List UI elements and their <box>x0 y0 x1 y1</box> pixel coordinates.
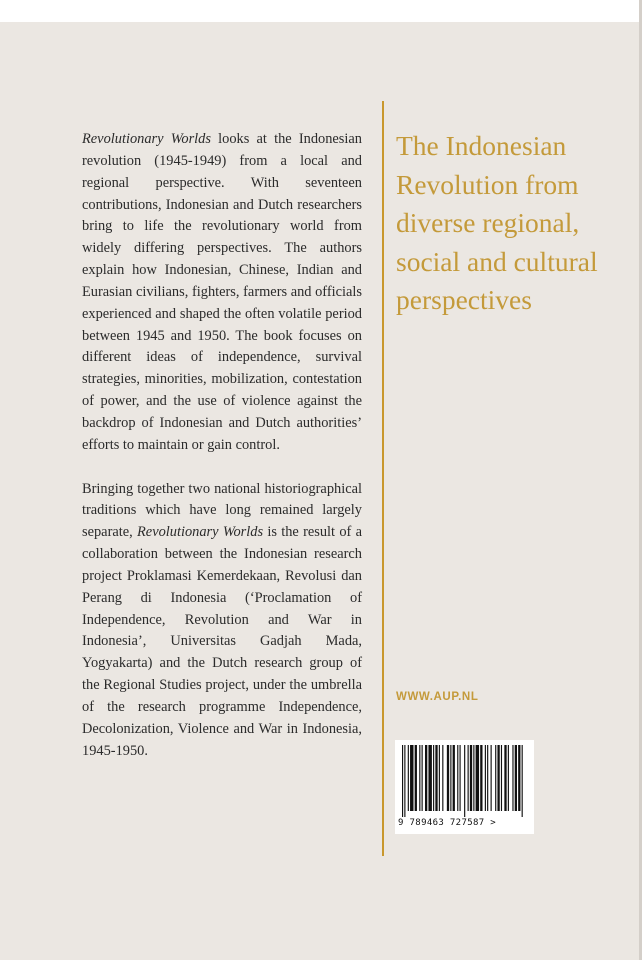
page-top-margin <box>0 0 642 22</box>
barcode-bar <box>410 745 413 811</box>
barcode-bar <box>453 745 455 811</box>
barcode-bar <box>419 745 420 811</box>
barcode-bar <box>439 745 440 811</box>
blurb-paragraph-2 <box>82 479 362 763</box>
barcode-bar <box>435 745 437 811</box>
barcode-bars <box>400 745 529 817</box>
barcode-bar <box>450 745 451 811</box>
barcode-bar <box>460 745 461 811</box>
barcode-bar <box>433 745 434 811</box>
barcode-bar <box>457 745 458 811</box>
barcode-bar <box>468 745 469 811</box>
barcode-bar <box>485 745 486 811</box>
blurb-paragraph-2-start: Bringing together two national historiographical traditions which have long remained largely separate, <box>82 480 362 541</box>
isbn-number: 9 789463 727587 > <box>398 818 497 828</box>
barcode-bar <box>480 745 482 811</box>
barcode-bar <box>504 745 506 811</box>
barcode-bar <box>473 745 474 811</box>
barcode-bar <box>422 745 423 811</box>
barcode-bar <box>491 745 492 811</box>
barcode-bar <box>497 745 499 811</box>
blurb-paragraph-1 <box>82 129 362 457</box>
barcode-bar <box>470 745 472 811</box>
barcode-bar <box>447 745 449 811</box>
blurb-paragraph-1-text: looks at the Indonesian revolution (1945-1949) from a local and regional perspective. With seventeen contributions, Indonesian and Dutch researchers bring to life the revolutionary world from widely differing perspectives. The authors explain how Indonesian, Chinese, Indian and Eurasian civilians, fighters, farmers and officials experienced and shaped the often volatile period between 1945 and 1950. The book focuses on different ideas of independence, survival strategies, minorities, mobilization, contestation of power, and the use of violence against the backdrop of Indonesian and Dutch authorities’ efforts to maintain or gain control. <box>82 131 362 453</box>
isbn-barcode <box>395 740 534 834</box>
barcode-bar <box>415 745 417 811</box>
blurb-text <box>82 129 362 762</box>
barcode-bar <box>428 745 431 811</box>
barcode-bar <box>425 745 427 811</box>
barcode-bar <box>476 745 479 811</box>
barcode-bar <box>464 745 465 817</box>
barcode-bar <box>442 745 443 811</box>
cover-tagline: The Indonesian Revolution from diverse regional, social and cultural perspectives <box>396 130 598 315</box>
barcode-bar <box>402 745 403 817</box>
barcode-bar <box>408 745 409 811</box>
barcode-bar <box>518 745 520 811</box>
gold-vertical-divider <box>382 101 384 856</box>
barcode-bar <box>501 745 502 811</box>
blurb-paragraph-2-text: is the result of a collaboration between the Indonesian research project Proklamasi Kemerdekaan, Revolusi dan Perang di Indonesia (‘Proclamation of Independence, Revolution and War in Indonesia’, Universitas Gadjah Mada, Yogyakarta) and the Dutch research group of the Regional Studies project, under the umbrella of the research programme Independence, Decolonization, Violence and War in Indonesia, 1945-1950. <box>82 524 362 759</box>
book-title-italic-2: Revolutionary Worlds <box>137 524 264 541</box>
barcode-bar <box>515 745 517 811</box>
publisher-url[interactable]: WWW.AUP.NL <box>396 691 479 703</box>
barcode-bar <box>487 745 488 811</box>
barcode-bar <box>522 745 523 817</box>
barcode-bar <box>495 745 496 811</box>
book-title-italic: Revolutionary Worlds <box>82 131 211 147</box>
barcode-bar <box>508 745 509 811</box>
barcode-bar <box>404 745 405 817</box>
barcode-bar <box>512 745 513 811</box>
